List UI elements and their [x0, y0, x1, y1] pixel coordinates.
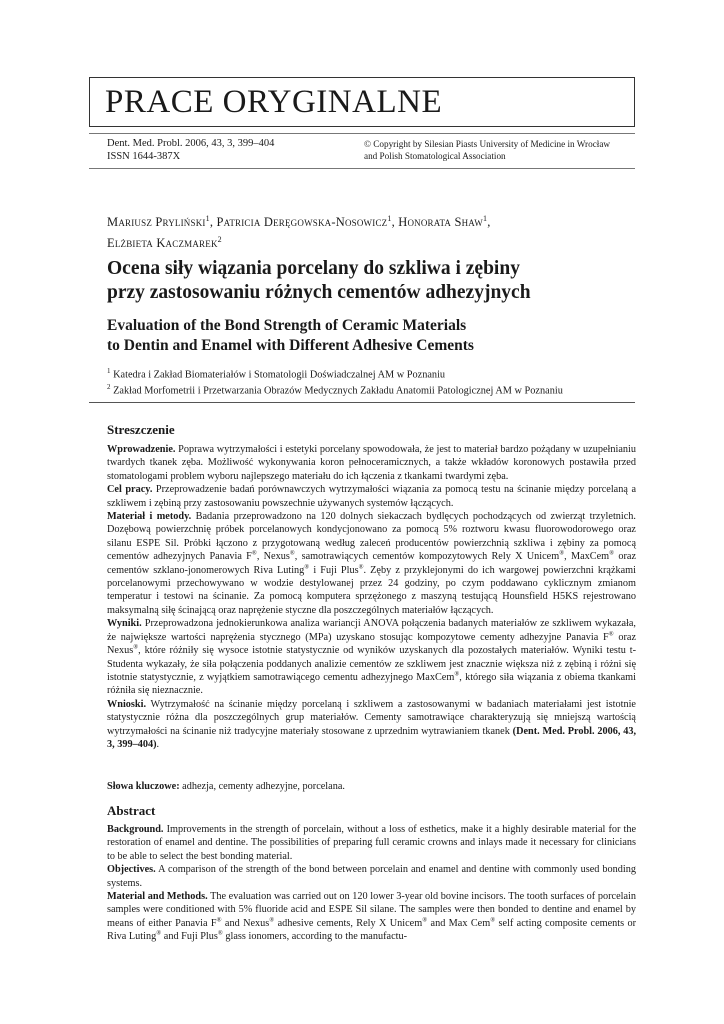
reg-mark: ®: [156, 929, 162, 937]
separator-rule: [89, 402, 635, 403]
paragraph-text: Improvements in the strength of porcelain, without a loss of esthetics, make it a highly desirable material for the restoration of enamel and dentine. The possibilities of preparing full ceramic crowns and inlays made it necessary for clinicians to be able to select the best bonding material.: [107, 824, 637, 862]
abstract-paragraph: [107, 863, 636, 890]
issn: ISSN 1644-387X: [107, 151, 181, 162]
title-polish-line-1: Ocena siły wiązania porcelany do szkliwa i zębiny: [107, 258, 520, 279]
paragraph-label: Wnioski.: [107, 698, 147, 710]
paragraph-text: A comparison of the strength of the bond between porcelain and enamel and dentine with commonly used bonding systems.: [107, 864, 636, 889]
reg-mark: ®: [609, 549, 615, 557]
reg-mark: ®: [216, 916, 222, 924]
abstract-paragraph: [107, 890, 636, 944]
paragraph-text: self acting composite cements or Riva Luting: [107, 917, 636, 943]
section-title: PRACE ORYGINALNE: [105, 84, 443, 120]
affiliations: [107, 365, 632, 398]
paragraph-text: Przeprowadzona jednokierunkowa analiza wariancji ANOVA połączenia badanych materiałów ze szkliwem wykazała, że największe wartości naprężenia stycznego (MPa) uzyskano stosując kompozytowe cementy adhezyjne Panavia F: [107, 618, 636, 643]
paragraph-label: Materiał i metody.: [107, 511, 192, 523]
paragraph-text: , MaxCem: [564, 551, 610, 563]
citation: Dent. Med. Probl. 2006, 43, 3, 399–404: [107, 138, 275, 149]
paragraph-text: and Max Cem: [427, 917, 491, 929]
abstract-paragraph: [107, 823, 636, 863]
author-name: Mariusz Pryliński: [107, 215, 206, 230]
reg-mark: ®: [251, 549, 257, 557]
copyright-line-1: © Copyright by Silesian Piasts University of Medicine in Wrocław: [364, 139, 611, 149]
paragraph-text: , które różniły się wysoce istotnie statystycznie od wyników uzyskanych dla pozostałych materiałów. Wyniki testu t-Studenta wykazały, że siła połączenia poddanych analizie cementów ze szkliwem jest znacznie większa niż z zębiną i różni się istotnie statystycznie, z wyjątkiem samotrawiącego cementu adhezyjnego MaxCem: [107, 645, 636, 683]
title-polish-line-2: przy zastosowaniu różnych cementów adhezyjnych: [107, 282, 531, 303]
paragraph-text: i Fuji Plus: [309, 564, 359, 576]
author-aff: 2: [217, 235, 222, 245]
title-english: [107, 316, 627, 356]
reg-mark: ®: [269, 916, 275, 924]
affiliation-text: Katedra i Zakład Biomateriałów i Stomatologii Doświadczalnej AM w Poznaniu: [113, 369, 446, 381]
streszczenie-paragraph: [107, 483, 636, 510]
paragraph-label: Material and Methods.: [107, 891, 208, 903]
author-name: Patricia Deręgowska-Nosowicz: [216, 215, 388, 230]
copyright-line-2: and Polish Stomatological Association: [364, 151, 506, 161]
title-english-line-1: Evaluation of the Bond Strength of Ceramic Materials: [107, 317, 467, 334]
paragraph-text: and Fuji Plus: [161, 931, 218, 943]
reg-mark: ®: [454, 670, 460, 678]
affiliation-item: [107, 381, 632, 397]
title-english-line-2: to Dentin and Enamel with Different Adhesive Cements: [107, 337, 474, 354]
author-name: Honorata Shaw: [398, 215, 483, 230]
reg-mark: ®: [358, 563, 364, 571]
keywords-label: Słowa kluczowe:: [107, 781, 180, 792]
reg-mark: ®: [133, 643, 139, 651]
paragraph-text: Poprawa wytrzymałości i estetyki porcelany spowodowała, że jest to materiał bardzo pożądany w uzupełnianiu twardych tkanek zęba. Możliwość wykonywania koron pełnoceramicznych, a także wkładów koronowych postawiła przed stomatologami problem wyboru najlepszego materiału do ich łączenia z tkankami twardymi zęba.: [107, 444, 637, 482]
copyright-block: [364, 138, 634, 162]
paragraph-label: Wprowadzenie.: [107, 444, 176, 455]
affiliation-text: Zakład Morfometrii i Przetwarzania Obrazów Medycznych Zakładu Anatomii Patologicznej AM w Poznaniu: [113, 385, 563, 397]
author-aff: 1: [387, 214, 392, 223]
author-aff: 1: [205, 214, 210, 223]
abstract-body: [107, 823, 636, 944]
reg-mark: ®: [422, 916, 428, 924]
abstract-heading: Abstract: [107, 803, 156, 818]
paragraph-label: Background.: [107, 824, 164, 835]
meta-top-rule: [89, 133, 635, 134]
affiliation-item: [107, 365, 632, 381]
paragraph-text: Badania przeprowadzono na 120 dolnych siekaczach bydlęcych pochodzących od zwierząt trzyletnich. Dozębową powierzchnię próbek porcelanowych kondycjonowano za pomocą 5% roztworu kwasu fluorowodorowego oraz silanu ESPE Sil. Próbki łączono z przygotowaną według zaleceń producentów powierzchnią szkliwa i zębiny za pomocą cementów adhezyjnych Panavia F: [107, 511, 636, 563]
paragraph-text: glass ionomers, according to the manufactu-: [222, 931, 408, 943]
paragraph-label: Wyniki.: [107, 618, 142, 630]
paragraph-text: , samotrawiących cementów kompozytowych Rely X Unicem: [294, 551, 560, 563]
author-name: Elżbieta Kaczmarek: [107, 236, 218, 251]
streszczenie-paragraph: Wnioski. Wytrzymałość na ścinanie między porcelaną i szkliwem a zastosowanymi w badaniach materiałami jest istotnie statystycznie różna dla poszczególnych grup materiałów. Cementy samotrawiące charakteryzują się mniejszą wartością wytrzymałości na ścinanie niż tradycyjne materiały stosowane z uprzednim wytrawianiem tkanek (Dent. Med. Probl. 2006, 43, 3, 399–404).: [107, 698, 637, 750]
reg-mark: ®: [608, 630, 614, 638]
affiliation-num: 1: [107, 367, 111, 375]
meta-bottom-rule: [89, 168, 635, 169]
author-aff: 1: [482, 214, 488, 223]
keywords: [107, 781, 345, 792]
paragraph-text: , Nexus: [256, 551, 290, 563]
streszczenie-heading: Streszczenie: [107, 422, 175, 437]
streszczenie-body: [107, 443, 636, 751]
reg-mark: ®: [304, 563, 310, 571]
affiliation-num: 2: [107, 383, 111, 392]
paragraph-label: Objectives.: [107, 864, 156, 876]
paragraph-text: . Zęby z przyklejonymi do ich wargowej powierzchni krążkami porcelanowymi przechowywano w wodzie destylowanej przez 24 godziny, po czym poddawano cyklicznym zmianom temperatur i testowi na ścinanie. Za pomocą komputera sprzężonego z maszyną testującą Hounsfield H5KS rejestrowano maksymalną siłę ścinającą oraz naprężenie styczne dla poszczególnych materiałów łączących.: [107, 564, 636, 616]
reg-mark: ®: [559, 549, 565, 557]
keywords-text: adhezja, cementy adhezyjne, porcelana.: [182, 781, 345, 792]
title-polish: [107, 257, 627, 305]
streszczenie-paragraph: [107, 443, 636, 483]
streszczenie-paragraph: [107, 617, 636, 697]
paragraph-text: and Nexus: [221, 917, 270, 929]
streszczenie-paragraph: [107, 510, 636, 617]
paragraph-label: Cel pracy.: [107, 484, 153, 496]
reg-mark: ®: [289, 549, 295, 557]
paragraph-text: The evaluation was carried out on 120 lower 3-year old bovine incisors. The tooth surfaces of porcelain samples were conditioned with 5% fluoride acid and ESPE Sil silane. The samples were then bonded to dentine and enamel by means of either Panavia F: [107, 891, 636, 929]
paragraph-text: , którego siła wiązania z obiema tkankami różniła się nieznacznie.: [107, 671, 637, 697]
reg-mark: ®: [217, 929, 223, 937]
paragraph-text: oraz Nexus: [107, 631, 636, 657]
citation-block: [107, 137, 274, 163]
reg-mark: ®: [490, 916, 496, 924]
citation-ref: (Dent. Med. Probl. 2006, 43, 3, 399–404): [107, 725, 637, 750]
paragraph-text: Wytrzymałość na ścinanie między porcelaną i szkliwem a zastosowanymi w badaniach materiałami jest istotnie statystycznie różna dla poszczególnych grup materiałów. Cementy samotrawiące charakteryzują się mniejszą wartością wytrzymałości na ścinanie niż tradycyjne materiały stosowane z uprzednim wytrawianiem tkanek: [107, 698, 636, 737]
author-list: Mariusz Pryliński$^1$, Patricia Deręgowska-Nosowicz$^1$, Honorata Shaw$^1$, Elżbieta Kaczmarek$^2$: [107, 214, 491, 251]
paragraph-text: Przeprowadzenie badań porównawczych wytrzymałości wiązania za pomocą testu na ścinanie między porcelaną a szkliwem i zębiną przy zastosowaniu powszechnie używanych systemów łączących.: [107, 484, 636, 509]
paragraph-text: adhesive cements, Rely X Unicem: [274, 917, 423, 929]
paragraph-text: oraz cementów szklano-jonomerowych Riva Luting: [107, 551, 636, 576]
